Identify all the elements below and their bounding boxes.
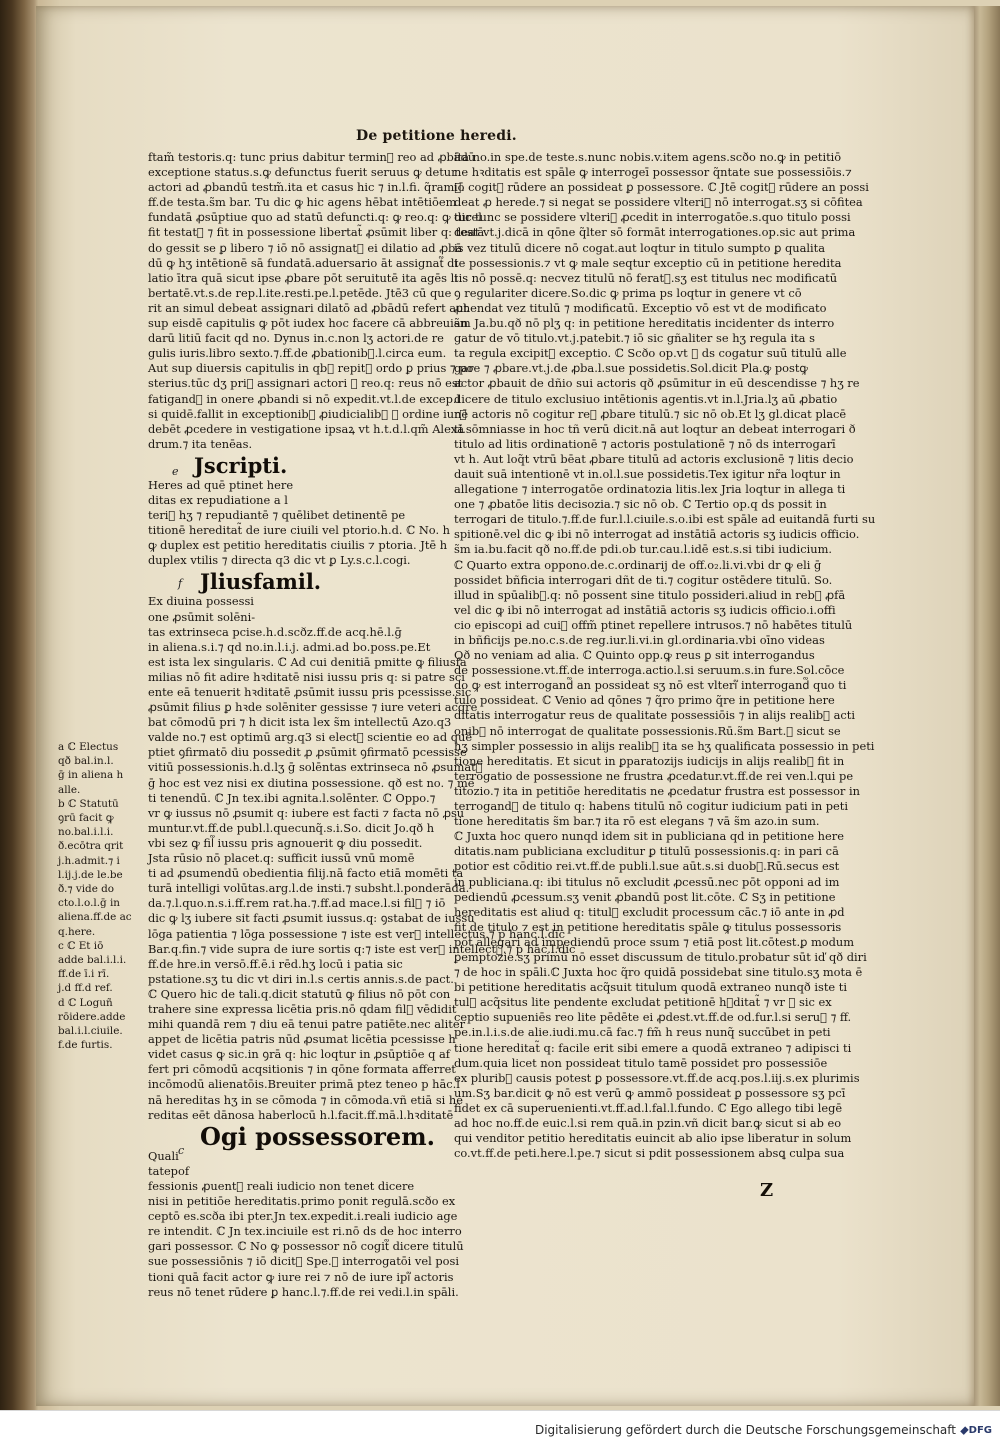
text-line: tur tunc se possidere vlteri᷑ ꝓcedit in interrogatōe.s.quo titulo possi <box>454 210 851 225</box>
text-line: spitionē.vel dic ꝙ ibi nō interrogat ad instātiā actoris sʒ iudicis officio. <box>454 527 860 542</box>
text-line: exceptione status.s.ꝙ defunctus fuerit seruus ꝙ detur <box>148 165 457 180</box>
running-head: De petitione heredi. <box>356 128 517 144</box>
text-line: ente eā tenuerit hꝛditatē ꝓsūmit iussu pris pcessisse.sic <box>148 685 472 699</box>
text-line: qui venditor petitio hereditatis euincit ab alio ipse liberatur in solum <box>454 1131 852 1146</box>
text-line: sue possessiōnis ⁊ iō dicit᷑ Spe.ꝙ interrogatōi vel posi <box>148 1254 459 1269</box>
margin-note-line: b ℂ Statutū <box>58 797 119 810</box>
text-line: milias nō fit adire hꝛditatē nisi iussu pris q: si patre sci <box>148 669 465 684</box>
text-line: ꝓhendat vez titulū ⁊ modificatū. Exceptio vō est vt de modificato <box>454 300 827 315</box>
margin-note-line: adde bal.i.l.i. <box>58 954 127 967</box>
text-line: nā hereditas hʒ in se cōmoda ⁊ in cōmoda.vñ etiā si he <box>148 1092 464 1107</box>
text-line: ceptio supueniēs reo lite pēdēte ei ꝓdest.vt.ff.de od.fur.l.si seru᷑ ⁊ ff. <box>454 1010 852 1025</box>
text-line: ℂ Quarto extra oppono.de.c.ordinarij de off.o₂.li.vi.vbi dr ꝙ eli ḡ <box>454 557 822 572</box>
text-line: is vez titulū dicere nō cogat.aut loqtur in titulo sumpto ꝑ qualita <box>454 240 826 255</box>
text-line: dauit suā intentionē vt in.ol.l.sue possidetis.Tex igitur nr̃a loqtur in <box>454 466 841 481</box>
text-line: gatur de vō titulo.vt.j.patebit.⁊ iō sic gñaliter se hʒ regula ita s <box>454 331 815 346</box>
margin-note-line: d ℂ Loguñ <box>58 996 113 1009</box>
rubric-cogi-possessorem: Ogi possessorem. <box>200 1121 435 1151</box>
text-line: gulis iuris.libro sexto.⁊.ff.de ꝓbationib᷑.l.circa eum. <box>148 346 447 361</box>
funding-notice: Digitalisierung gefördert durch die Deutsche Forschungsgemeinschaft <box>534 1423 956 1437</box>
text-line: ℂ Quero hic de tali.q.dicit statutū ꝙ filius nō pōt con <box>148 986 451 1001</box>
left-column-mid-text <box>148 477 451 569</box>
text-line: dum.quia licet non possideat titulo tamē possidet pro possessiōe <box>454 1055 828 1070</box>
text-line: gari possessor. ℂ No ꝙ possessor nō cogit᷑ dicere titulū <box>148 1239 464 1254</box>
text-line: Heres ad quē ptinet here <box>148 477 294 492</box>
text-line: ditatis.nam publiciana excluditur ꝑ titulū possessionis.q: in pari cā <box>454 844 839 859</box>
text-line: tis nō possē.q: necvez titulū nō ferat᷑.sʒ est titulus nec modificatū <box>454 270 838 285</box>
text-line: pe.in.l.i.s.de alie.iudi.mu.cā fac.⁊ fm̃ h reus nunq̃ succūbet in peti <box>454 1025 831 1040</box>
text-line: fit testat᷑ ⁊ fit in possessione libertat̃ ꝓsūmit liber q: testā <box>148 225 485 240</box>
dfg-logo-text: DFG <box>968 1424 992 1436</box>
text-line: rit an simul debeat assignari dilatō ad ꝓbādū refert aut <box>148 300 469 315</box>
left-column <box>148 150 576 1300</box>
text-line: pstatione.sʒ tu dic vt diri in.l.s certis annis.s.de pact. <box>148 971 454 986</box>
text-line: tione hereditat̃ q: facile erit sibi emere a quodā extraneo ⁊ adipisci ti <box>454 1040 852 1055</box>
text-line: reditas eēt dānosa haberlocū h.l.facit.ff.mā.l.hꝛditatē <box>148 1107 454 1122</box>
margin-note-line: l.ij.j.de le.be <box>58 868 123 881</box>
text-line: ꝓsūmit filius ꝑ hꝛde solēniter gessisse ⁊ iure veteri acqre <box>148 700 478 715</box>
text-line: one ꝓsūmit solēni- <box>148 609 256 624</box>
text-line: terrogari de titulo.⁊.ff.de fur.l.l.ciuile.s.o.ibi est spāle ad euitandā furti su <box>454 512 876 527</box>
catchword: Z <box>760 1180 774 1201</box>
text-line: co.vt.ff.de peti.here.l.pe.⁊ sicut si pdit possessionem absꝗ culpa sua <box>454 1146 845 1161</box>
margin-note-line: alle. <box>58 783 81 796</box>
text-line: s̃m ia.bu.facit qð no.ff.de pdi.ob tur.cau.l.idē est.s.si tibi iudicium. <box>454 542 833 557</box>
margin-note-line: ꝯrū facit ꝙ <box>58 812 114 825</box>
rubric-filiusfamil: Jliusfamil. <box>200 569 322 595</box>
rubric-block-1 <box>148 454 436 478</box>
text-line: da.⁊.l.quo.n.s.i.ff.rem rat.ha.⁊.ff.ad mace.l.si fil᷑ ⁊ iō <box>148 896 446 911</box>
margin-letter-e: e <box>172 464 179 478</box>
text-line: ḡ hoc est vez nisi ex diutina possessione. qð est no. ⁊ mē <box>148 775 475 790</box>
margin-note-line: c ℂ Et iō <box>58 939 104 952</box>
margin-note-line: ð.⁊ vide do <box>58 883 115 896</box>
text-line: fidet ex cā superuenienti.vt.ff.ad.l.fal.l.fundo. ℂ Ego allego tibi legē <box>454 1100 843 1115</box>
text-line: ti.sōmniasse in hoc tñ verū dicit.nā aut loqtur an debeat interrogari ð <box>454 421 856 436</box>
dfg-mark-icon <box>960 1426 968 1434</box>
text-line: ti tenendū. ℂ Jn tex.ibi agnita.l.solēnter. ℂ Oppo.⁊ <box>148 790 436 805</box>
text-line: dū ꝙ hʒ intētionē sā fundatā.aduersario āt assignat᷑ di <box>148 255 459 270</box>
margin-note-line: j.h.admit.⁊ i <box>58 854 120 867</box>
text-line: de possessione.vt.ff.de interroga.actio.l.si seruum.s.in fure.Sol.cōce <box>454 663 845 678</box>
text-line: onib᷑ nō interrogat de qualitate possessionis.Rū.s̃m Bart.ꝙ sicut se <box>454 723 841 738</box>
text-line: vbi sez ꝙ fil᷑ iussu pris agnouerit ꝙ diu possedit. <box>148 835 423 850</box>
text-line: te possessionis.⁊ vt ꝙ male seqtur exceptio cū in petitione heredita <box>454 255 842 270</box>
text-line: drum.⁊ ita tenēas. <box>148 436 253 451</box>
text-line: sterius.tūc dʒ pri᷑ assignari actori ꝙ reo.q: reus nō est <box>148 376 463 391</box>
text-line: appet de licētia patris nūd ꝓsumat licētia pcessisse h <box>148 1032 456 1047</box>
dfg-logo-icon <box>962 1422 992 1438</box>
margin-note-line: cto.l.o.l.ḡ in <box>58 897 120 910</box>
text-line: tulo possideat. ℂ Venio ad qōnes ⁊ q̃ro primo q̃re in petitione here <box>454 693 835 708</box>
margin-letter-f: f <box>178 577 183 591</box>
text-line: ꝯ regulariter dicere.So.dic ꝙ prima ps loqtur in genere vt cō <box>454 285 802 300</box>
text-line: cio episcopi ad cui᷑ offm̃ ptinet repellere intrusos.⁊ nō habētes titulū <box>454 617 853 632</box>
text-line: bi petitione hereditatis acq̃suit titulum quodā extraneo nunqð iste ti <box>454 980 848 995</box>
footer-bar <box>0 1410 1000 1449</box>
text-line: actor ꝓbauit de dñio sui actoris qð ꝓsūmitur in eū descendisse ⁊ hʒ re <box>454 376 860 391</box>
rubric-iscripti: Jscripti. <box>194 452 288 478</box>
text-line: Bar.q.fin.⁊ vide supra de iure sortis q:⁊ iste est ver᷑ intellect᷑.⁊ p hāc.l.dic <box>148 941 576 956</box>
text-line: nisi in petitiōe hereditatis.primo ponit regulā.scðo ex <box>148 1194 456 1209</box>
text-line: titionē hereditat̃ de iure ciuili vel ptorio.h.d. ℂ No. h <box>148 523 451 538</box>
text-line: do ꝙ est interrogand᷑ an possideat sʒ nō est vlteri᷑ interrogand᷑ quo ti <box>454 678 847 693</box>
text-line: ff.de testa.s̃m bar. Tu dic ꝙ hic agens hēbat intētiōem <box>148 195 457 210</box>
text-line: vel dic ꝙ ibi nō interrogat ad instātiā actoris sʒ iudicis officio.i.offi <box>454 602 836 617</box>
rubric-block-2 <box>148 570 436 594</box>
text-line: one ⁊ ꝓbatōe litis decisozia.⁊ sic nō ob. ℂ Tertio op.q ds possit in <box>454 497 827 512</box>
left-column-top-text <box>148 150 485 452</box>
text-line: illud in spūalib᷑.q: nō possent sine titulo possideri.aliud in reb᷑ ꝓfā <box>454 587 846 602</box>
margin-note-line: a ℂ Electus <box>58 741 119 753</box>
text-line: fert pri cōmodū acqsitionis ⁊ in qōne formata afferret <box>148 1062 456 1077</box>
text-line: terrogand᷑ de titulo q: habens titulū nō cogitur iudicium pati in peti <box>454 799 849 814</box>
text-line: fessionis ꝓuent᷑ reali iudicio non tenet dicere <box>148 1179 415 1193</box>
text-line: tione hereditatis. Et sicut in ꝑparatozijs iudicijs in alijs realib᷑ fit in <box>454 753 845 768</box>
margin-note-line: aliena.ff.de ac <box>58 911 132 924</box>
left-column-lower-text <box>148 594 576 1122</box>
text-line: teri᷑ hʒ ⁊ repudiantē ⁊ quēlibet detinentē pe <box>148 508 406 523</box>
text-line: ptiet ꝯfirmatō diu possedit ꝓ ꝓsūmit ꝯfirmatō pcessisse <box>148 745 467 760</box>
text-line: videt casus ꝙ sic.in ꝯrā q: hic loqtur in ꝓsūptiōe q af <box>148 1047 450 1062</box>
text-line: deat ꝓ herede.⁊ si negat se possidere vlteri᷑ nō interrogat.sʒ si cōfitea <box>454 195 863 210</box>
text-line: fit de titulo ⁊ est in petitione hereditatis spāle ꝙ titulus possessoris <box>454 919 842 934</box>
text-line: um.Sʒ bar.dicit ꝙ nō est verū ꝙ ammō possideat ꝑ possessore sʒ pcī <box>454 1085 846 1100</box>
margin-letter-c: c <box>178 1143 185 1157</box>
text-line: gare ⁊ ꝓbare.vt.j.de ꝓba.l.sue possidetis.Sol.dicit Pla.ꝙ postꝙ <box>454 361 808 376</box>
text-line: vitiū possessionis.h.d.lʒ ḡ solēntas extrinseca nō ꝓsumat᷑ <box>148 760 483 775</box>
text-line: fundatā ꝓsūptiue quo ad statū defuncti.q: ꝙ reo.q: ꝙ dicel <box>148 210 482 225</box>
text-line: ditas ex repudiatione a l <box>148 492 288 507</box>
text-line: mihi quandā rem ⁊ diu eā tenui patre patiēte.nec aliter <box>148 1017 466 1032</box>
text-line: ex plurib᷑ causis potest ꝑ possessore.vt.ff.de acq.pos.l.iij.s.ex plurimis <box>454 1070 860 1085</box>
text-line: do gessit se ꝑ libero ⁊ iō nō assignat᷑ ei dilatio ad ꝓbā <box>148 240 463 255</box>
text-line: ꝑemptozie.sʒ primū nō esset discussum de titulo.probatur sūt iď qð diri <box>454 949 867 964</box>
text-line: Quali <box>148 1148 179 1163</box>
text-line: bertatē.vt.s.de rep.l.ite.resti.pe.l.petēde. Jtē3 cū que <box>148 285 452 300</box>
text-line: in aliena.s.i.⁊ qd no.in.l.i.j. admi.ad bo.poss.pe.Et <box>148 639 431 654</box>
text-line: sup eisdē capitulis ꝙ pōt iudex hoc facere cā abbreuian <box>148 316 468 331</box>
text-line: ff.de hre.in versō.ff.ē.i rēd.hʒ locū i patia sic <box>148 956 403 971</box>
text-line: debēt ꝓcedere in vestigatione ipsaꝝ vt h.t.d.l.qm̃ Alexā <box>148 421 465 436</box>
text-line: valde no.⁊ est optimū arg.q3 si elect᷑ scientie eo ad quē <box>148 730 473 745</box>
text-line: deat vt.j.dicā in qōne q̃lter sō formāt interrogationes.op.sic aut prima <box>454 225 856 240</box>
text-line: si quidē.fallit in exceptionib᷑ ꝓiudicialib᷑ ꝙ ordine iur᷑ <box>148 406 467 421</box>
margin-note-line: ð.ecōtra qrit <box>58 840 124 853</box>
text-line: allegatione ⁊ interrogatōe ordinatozia litis.lex Jria loqtur in allega ti <box>454 482 846 497</box>
text-line: turā intelligi volūtas.arg.l.de insti.⁊ subsht.l.ponderāda. <box>148 881 470 896</box>
text-line: ⁊ de hoc in spāli.ℂ Juxta hoc q̃ro quidā possidebat sine titulo.sʒ mota ē <box>454 965 863 980</box>
margin-note-line: q.here. <box>58 925 96 938</box>
text-line: titulo ad litis ordinationē ⁊ actoris postulationē ⁊ nō ds interrogarī <box>454 436 836 451</box>
right-column-text <box>454 150 876 1161</box>
margin-note-line: no.bal.i.l.i. <box>58 826 114 839</box>
text-line: latio ītra quā sicut ipse ꝓbare pōt seruitutē ita agēs li <box>148 270 458 285</box>
text-line: incōmodū alienatōis.Breuiter primā ptez teneo p hāc.l <box>148 1077 460 1092</box>
text-line: titozio.⁊ ita in petitiōe hereditatis ne ꝓcedatur frustra est possessor in <box>454 783 860 798</box>
text-line: dic ꝙ lʒ iubere sit facti ꝓsumit iussus.q: ꝯstabat de iussu <box>148 911 475 926</box>
text-line: actori ad ꝓbandū testm̃.ita et casus hic ⁊ in.l.fi. q̃ram᷑. <box>148 180 465 195</box>
text-line: in bñficijs pe.no.c.s.de reg.iur.li.vi.in gl.ordinaria.vbi oīno videas <box>454 633 825 647</box>
text-line: dicere de titulo exclusiuo intētionis agentis.vt in.l.Jria.lʒ aū ꝓbatio <box>454 391 838 406</box>
text-line: hereditatis est aliud q: titul᷑ excludit processum cāc.⁊ iō ante in ꝓd <box>454 904 845 919</box>
margin-note-line: bal.i.l.ciuile. <box>58 1025 123 1038</box>
text-line: Ex diuina possessi <box>148 594 254 609</box>
text-line: pōt allegari ad impediendū proce ssum ⁊ etiā post lit.cōtest.ꝑ modum <box>454 934 855 949</box>
text-line: lōga patientia ⁊ lōga possessione ⁊ iste est ver᷑ intellectus.⁊ p hanc.l.dic <box>148 926 566 941</box>
text-line: darū litiū facit qd no. Dynus in.c.non lʒ actori.de re <box>148 331 444 346</box>
text-line: tatepof <box>148 1163 190 1178</box>
text-line: ti ad ꝓsumendū obedientia filij.nā facto etiā momēti ta <box>148 866 464 881</box>
margin-note-line: j.d ff.d ref. <box>58 982 113 995</box>
text-line: ad hoc no.ff.de euic.l.si rem quā.in pzin.vñ dicit bar.ꝙ sicut si ab eo <box>454 1116 842 1130</box>
text-line: tioni quā facit actor ꝙ iure rei ⁊ nō de iure ipi᷑ actoris <box>148 1269 454 1284</box>
text-line: muntur.vt.ff.de publ.l.quecunq̃.s.i.So. dicit Jo.qð h <box>148 820 435 835</box>
text-line: ftam̃ testoris.q: tunc prius dabitur termin᷑ reo ad ꝓbādū <box>148 150 476 164</box>
text-line: duplex vtilis ⁊ directa q3 dic vt ꝑ Ly.s.c.l.cogi. <box>148 553 411 568</box>
text-line: Jsta rūsio nō placet.q: sufficit iussū vnū momē <box>148 851 415 866</box>
text-line: fatigand᷑ in onere ꝓbandi si nō expedit.vt.l.de excep.l <box>148 391 461 406</box>
text-line: Qð no veniam ad alia. ℂ Quinto opp.ꝙ reus ꝑ sit interrogandus <box>454 648 815 663</box>
text-line: ℂ Juxta hoc quero nunqd idem sit in publiciana qd in petitione here <box>454 829 844 844</box>
margin-note-line: rōidere.adde <box>58 1010 126 1023</box>
text-line: tione hereditatis s̃m bar.⁊ ita rō est elegans ⁊ vā s̃m azo.in sum. <box>454 814 820 829</box>
text-line: tul᷑ acq̃situs lite pendente excludat petitionē hꝛditat̃ ⁊ vr ꝙ sic ex <box>454 995 832 1010</box>
marginal-notes <box>58 740 148 1052</box>
margin-note-line: f.de furtis. <box>58 1039 113 1052</box>
text-line: iō cogit᷑ rūdere an possideat ꝑ possessore. ℂ Jtē cogit᷑ rūdere an possi <box>454 180 869 195</box>
text-line: vt h. Aut loq̃t vtrū bēat ꝓbare titulū ad actoris exclusionē ⁊ litis decio <box>454 451 854 466</box>
text-line: ditatis interrogatur reus de qualitate possessiōis ⁊ in alijs realib᷑ acti <box>454 708 855 723</box>
text-line: hʒ simpler possessio in alijs realib᷑ ita se hʒ qualificata possessio in peti <box>454 738 875 753</box>
text-line: possidet bñficia interrogari dñt de ti.⁊ cogitur ostēdere titulū. So. <box>454 572 833 587</box>
text-line: Aut sup diuersis capitulis in qb᷑ repit᷑ ordo ꝑ prius ⁊ po <box>148 361 474 376</box>
text-line: terrogatio de possessione ne frustra ꝓcedatur.vt.ff.de rei ven.l.qui pe <box>454 768 854 783</box>
book-spine-edge <box>0 0 38 1410</box>
page-stack-edge <box>974 6 1000 1406</box>
text-line: in publiciana.q: ibi titulus nō excludit ꝓcessū.nec pōt opponi ad im <box>454 874 840 889</box>
margin-note-line: ḡ in aliena h <box>58 769 124 782</box>
text-line: ne hꝛditatis est spāle ꝙ interrogeī possessor q̃ntate sue possessiōis.⁊ <box>454 165 852 180</box>
text-line: ꝙ duplex est petitio hereditatis ciuilis ⁊ ptoria. Jtē h <box>148 538 448 553</box>
text-line: s̃m Ja.bu.qð nō plʒ q: in petitione hereditatis incidenter ds interro <box>454 316 835 331</box>
text-line: est ista lex singularis. ℂ Ad cui denitiā pmitte ꝙ filiusfa <box>148 654 467 669</box>
margin-note-line: qð bal.in.l. <box>58 755 114 768</box>
text-line: re intendit. ℂ Jn tex.inciuile est ri.nō ds de hoc interro <box>148 1224 462 1239</box>
text-line: vr ꝙ iussus nō ꝓsumit q: iubere est facti ⁊ facta nō ꝓsu <box>148 805 465 820</box>
text-line: ceptō es.scða ibi pter.Jn tex.expedit.i.reali iudicio age <box>148 1209 458 1224</box>
margin-note-line: ff.de ī.i rī. <box>58 968 110 981</box>
text-line: bat cōmodū pri ⁊ h dicit ista lex s̃m intellectū Azo.q3 <box>148 715 452 730</box>
text-line: potior est cōditio rei.vt.ff.de publi.l.sue aūt.s.si duob᷑.Rū.secus est <box>454 859 840 874</box>
text-line: ta regula excipit᷑ exceptio. ℂ Scðo op.vt ꝙ ds cogatur suū titulū alle <box>454 346 847 361</box>
text-line: nē actoris nō cogitur re᷑ ꝓbare titulū.⁊ sic nō ob.Et lʒ gl.dicat placē <box>454 406 847 421</box>
right-column <box>454 150 876 1161</box>
left-column-bottom-text <box>148 1148 464 1300</box>
text-line: pediendū ꝓcessum.sʒ venit ꝓbandū post lit.cōte. ℂ Sʒ in petitione <box>454 889 836 904</box>
text-line: reus nō tenet rūdere ꝑ hanc.l.⁊.ff.de rei vedi.l.in spāli. <box>148 1284 459 1299</box>
text-line: tas extrinseca pcise.h.d.scðz.ff.de acq.hē.l.ḡ <box>148 624 402 639</box>
text-line: ita no.in spe.de teste.s.nunc nobis.v.item agens.scðo no.ꝙ in petitiō <box>454 150 842 164</box>
text-line: trahere sine expressa licētia pris.nō qdam fil᷑ vēdidit <box>148 1001 457 1016</box>
